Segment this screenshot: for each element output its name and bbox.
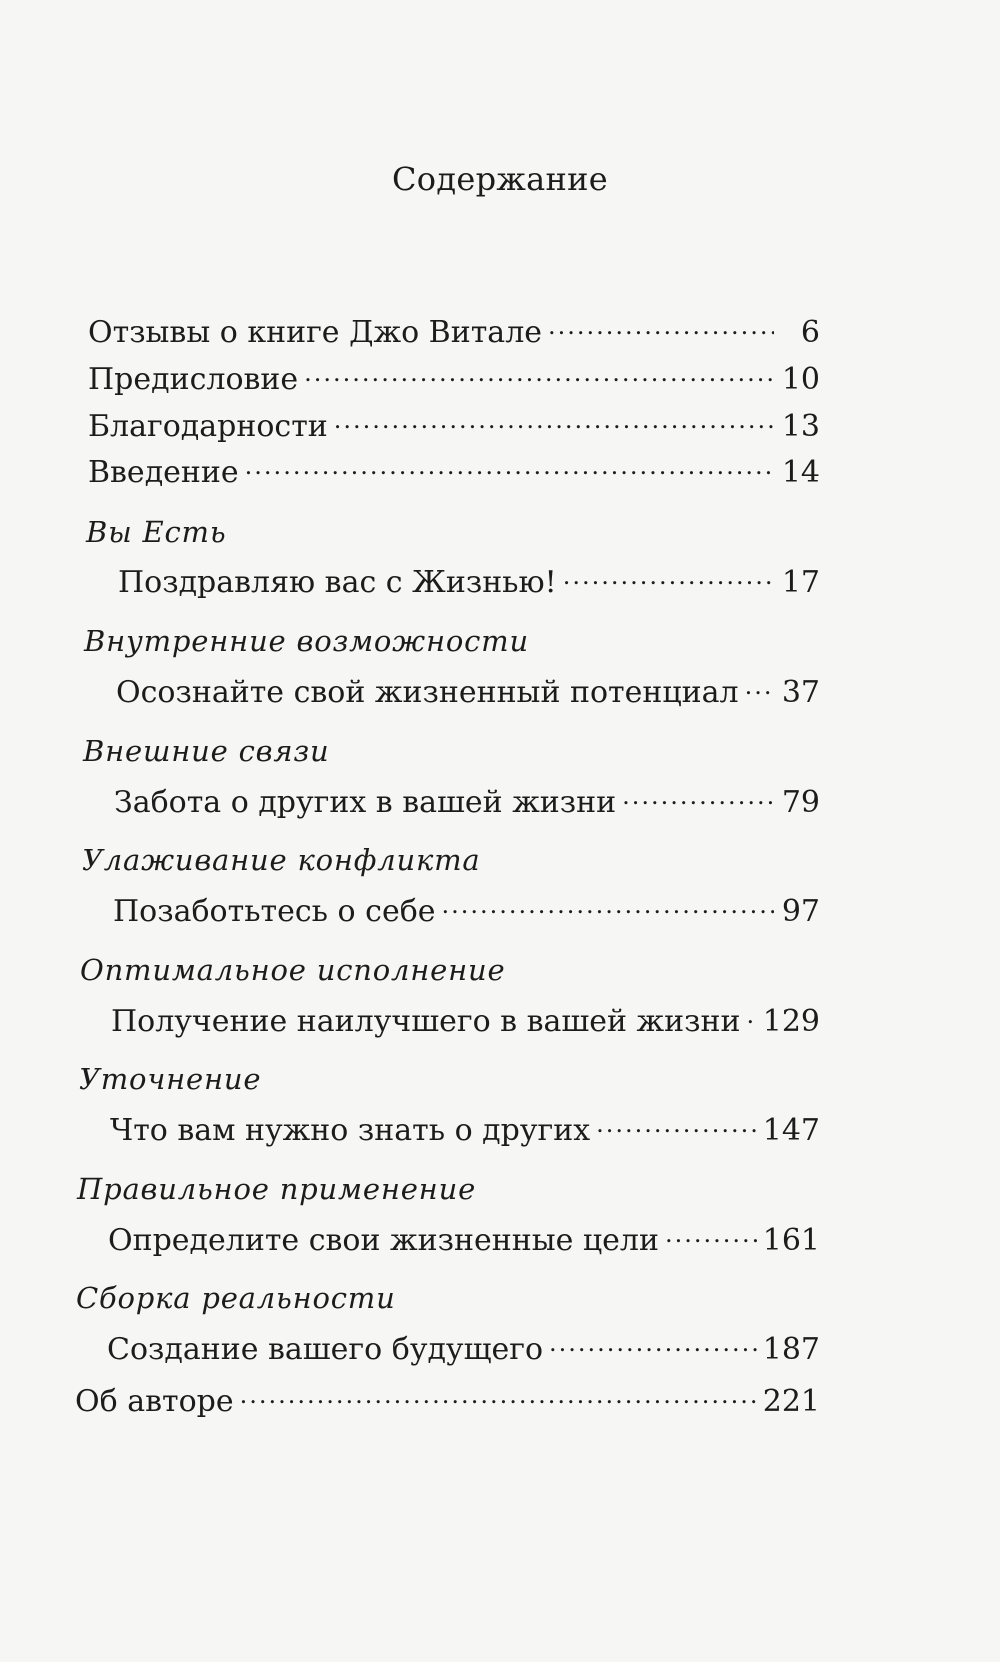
dot-leader [563,562,774,592]
section-heading: Оптимальное исполнение [80,953,506,987]
toc-entry-page: 129 [762,1004,820,1039]
toc-entry-page: 10 [781,362,820,397]
toc-entry-section-8 [107,1329,820,1367]
section-heading: Правильное применение [77,1172,477,1206]
toc-entry-section-4 [113,891,820,929]
toc-entry-section-5 [111,1001,820,1039]
dot-leader [747,1001,757,1031]
section-heading: Внутренние возможности [84,624,529,658]
toc-entry-label: Введение [88,455,239,490]
toc-entry-label: Об авторе [75,1384,234,1419]
toc-entry-label: Что вам нужно знать о других [110,1113,591,1148]
toc-entry-label: Осознайте свой жизненный потенциал [116,675,739,710]
toc-entry-label: Позаботьтесь о себе [113,894,436,929]
dot-leader [548,312,774,342]
toc-entry-section-3 [114,782,820,820]
toc-entry-acknowledgements [88,406,820,444]
toc-entry-label: Забота о других в вашей жизни [114,785,617,820]
toc-entry-label: Отзывы о книге Джо Витале [88,315,542,350]
dot-leader [549,1329,757,1359]
toc-entry-page: 187 [762,1332,820,1367]
dot-leader [304,359,774,389]
dot-leader [240,1381,757,1411]
toc-entry-page: 17 [781,565,820,600]
dot-leader [442,891,774,921]
toc-entry-introduction [88,452,820,490]
dot-leader [622,782,774,812]
toc-entry-page: 161 [762,1223,820,1258]
toc-entry-label: Создание вашего будущего [107,1332,544,1367]
dot-leader [665,1220,757,1250]
toc-entry-label: Поздравляю вас с Жизнью! [118,565,557,600]
toc-entry-page: 6 [800,315,820,350]
toc-entry-section-1 [118,562,820,600]
toc-entry-reviews [88,312,820,350]
toc-entry-label: Предисловие [88,362,299,397]
toc-entry-page: 14 [781,455,820,490]
section-heading: Уточнение [79,1062,262,1096]
section-heading: Сборка реальности [76,1281,396,1315]
toc-entry-preface [88,359,820,397]
toc-entry-section-6 [110,1110,820,1148]
toc-entry-page: 147 [762,1113,820,1148]
toc-entry-page: 221 [762,1384,820,1419]
toc-entry-label: Получение наилучшего в вашей жизни [111,1004,741,1039]
toc-entry-section-7 [108,1220,820,1258]
section-heading: Вы Есть [86,515,227,549]
toc-entry-label: Благодарности [88,409,328,444]
dot-leader [245,452,774,482]
toc-entry-page: 97 [781,894,820,929]
dot-leader [596,1110,757,1140]
toc-entry-page: 79 [781,785,820,820]
toc-entry-about-author [75,1381,820,1419]
dot-leader [745,672,774,702]
toc-entry-page: 13 [781,409,820,444]
toc-entry-label: Определите свои жизненные цели [108,1223,659,1258]
dot-leader [334,406,774,436]
toc-entry-page: 37 [781,675,820,710]
page-title: Содержание [392,160,608,198]
toc-entry-section-2 [116,672,820,710]
section-heading: Улаживание конфликта [82,843,481,877]
section-heading: Внешние связи [83,734,330,768]
